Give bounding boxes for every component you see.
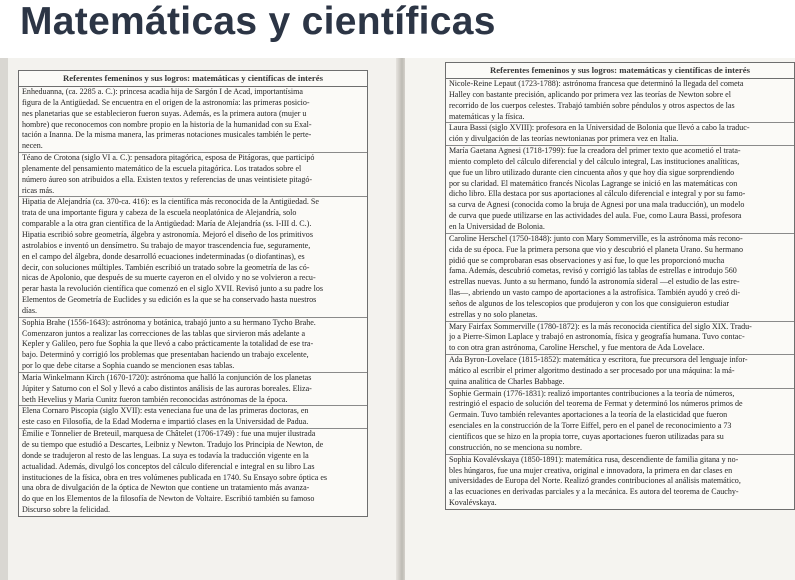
text-line: Émilie e Tonnelier de Breteuil, marquesa de Châtelet (1706-1749) : fue una mujer ilustrada <box>22 429 316 439</box>
text-line: por su claridad. El matemático francés Nicolas Lagrange se inició en las matemáticas con <box>449 178 738 188</box>
text-line: Kovalévskaya. <box>449 498 497 508</box>
table-row <box>19 406 367 429</box>
table-row <box>19 197 367 317</box>
table-row <box>19 429 367 516</box>
table-row <box>446 455 794 509</box>
text-line: por lo que debe citarse a Sophia cuando se mencionen esas tablas. <box>22 361 235 371</box>
text-line: Nicole-Reine Lepaut (1723-1788): astrónoma francesa que determinó la llegada del cometa <box>449 79 744 88</box>
text-line: figura de la Antigüedad. Se encuentra en el origen de la astronomía: las primeras posicio- <box>22 97 310 107</box>
text-line: Elena Cornaro Piscopia (siglo XVII): esta veneciana fue una de las primeras doctoras, en <box>22 406 309 416</box>
text-line: bajo. Determinó y corrigió los problemas que presentaban haciendo un trabajo excelente, <box>22 350 309 360</box>
text-line: Halley con bastante precisión, aplicando por primera vez las teorías de Newton sobre el <box>449 89 731 99</box>
text-line: Ada Byron-Lovelace (1815-1852): matemática y escritora, fue precursora del lenguaje infor- <box>449 355 748 365</box>
text-line: trata de una importante figura y cabeza de la escuela neoplatónica de Alejandría, solo <box>22 208 297 218</box>
text-line: dicho libro. Ella destaca por sus aportaciones al cálculo diferencial e integral y por su famo- <box>449 189 746 199</box>
left-table-body <box>19 87 367 516</box>
text-line: estrellas y no solo planetas. <box>449 309 538 319</box>
text-line: nicas de Apolonio, que después de su muerte cayeron en el olvido y no se volvieron a recu- <box>22 273 316 283</box>
text-line: en la Universidad de Bolonia. <box>449 221 545 231</box>
text-line: fama. Además, descubrió cometas, revisó y corrigió las tablas de estrellas e introdujo 560 <box>449 266 737 276</box>
table-row <box>446 389 794 455</box>
table-row <box>446 322 794 356</box>
table-row <box>446 123 794 146</box>
text-line: Sophia Brahe (1556-1643): astrónoma y botánica, trabajó junto a su hermano Tycho Brahe. <box>22 317 316 327</box>
text-line: María Gaetana Agnesi (1718-1799): fue la creadora del primer texto que acometió el trata- <box>449 146 741 156</box>
text-line: de su tiempo que estudió a Descartes, Leibniz y Newton. Tradujo los Principia de Newton, de <box>22 440 324 449</box>
text-line: astrolabios e inventó un densímetro. Su trabajo de mayor trascendencia fue, seguramente, <box>22 240 311 250</box>
text-line: do que en los Elementos de la filosofía de Newton de Voltaire. Escribió también su famoso <box>22 494 315 504</box>
table-row <box>446 234 794 322</box>
right-table <box>445 62 795 510</box>
text-line: beth Hevelius y Maria Cunitz fueron también reconocidas astrónomas de la época. <box>22 394 288 404</box>
text-line: Maria Winkelmann Kirch (1670-1720): astrónoma que halló la conjunción de los planetas <box>22 372 312 382</box>
text-line: Sophia Kovalévskaya (1850-1891): matemática rusa, descendiente de familia gitana y no- <box>449 454 739 464</box>
text-line: número áureo son atribuidos a ella. Existen textos y referencias de unas veintisiete pitagó- <box>22 174 313 184</box>
text-line: necen. <box>22 141 43 151</box>
text-line: tación a Inanna. De la misma manera, las primeras notaciones musicales también le perte- <box>22 130 312 140</box>
book-spread <box>0 58 795 580</box>
text-line: restringió el espacio de solución del teorema de Fermat y determinó los números primos de <box>449 399 743 409</box>
right-table-header: Referentes femeninos y sus logros: matemáticas y científicas de interés <box>446 63 794 79</box>
text-line: miento completo del cálculo diferencial y del cálculo integral, Las instituciones analíticas, <box>449 156 740 166</box>
text-line: días. <box>22 305 37 315</box>
table-row <box>446 79 794 123</box>
text-line: Sophie Germain (1776-1831): realizó importantes contribuciones a la teoría de números, <box>449 388 735 398</box>
text-line: universidades de Europa del Norte. Realizó grandes contribuciones al análisis matemático, <box>449 476 741 486</box>
text-line: decir, con soluciones múltiples. También escribió un tratado sobre la geometría de las có- <box>22 262 310 272</box>
table-row <box>19 153 367 197</box>
right-table-body <box>446 79 794 509</box>
table-row <box>19 87 367 153</box>
text-line: Hipatia escribió sobre geometría, álgebra y astronomía. Mejoró el diseño de los primitivos <box>22 229 313 239</box>
text-line: plenamente del pensamiento matemático de la escuela pitagórica. Los tratados sobre el <box>22 163 302 173</box>
text-line: científicos que se hizo en la propia torre, cuyas aportaciones fueron utilizadas para su <box>449 432 724 441</box>
left-table <box>18 70 368 517</box>
text-line: Mary Fairfax Sommerville (1780-1872): es la más reconocida científica del siglo XIX. Tradu- <box>449 321 752 331</box>
text-line: hombre) que reconocemos con nombre propio en la historia de la humanidad con su Exal- <box>22 119 312 129</box>
text-line: donde se tradujeron al resto de las lenguas. La suya es todavía la traducción vigente en la <box>22 450 309 460</box>
text-line: ción y divulgación de las teorías newtonianas por primera vez en Italia. <box>449 134 679 144</box>
left-table-header: Referentes femeninos y sus logros: matemáticas y científicas de interés <box>19 71 367 87</box>
text-line: esenciales en la construcción de la Torre Eiffel, pero en el panel de reconocimiento a 73 <box>449 421 732 431</box>
text-line: llas—, abriendo un vasto campo de aportaciones a la astrofísica. También ayudó y creó di- <box>449 288 741 298</box>
page-title: Matemáticas y científicas <box>20 0 496 43</box>
text-line: mático al escribir el primer algoritmo destinado a ser procesado por una máquina: la má- <box>449 365 735 375</box>
text-line: ricas más. <box>22 185 55 195</box>
text-line: este caso en Filosofía, de la Edad Moderna e impartió clases en la Universidad de Padua. <box>22 417 309 427</box>
text-line: construcción, no se menciona su nombre. <box>449 442 582 452</box>
text-line: Germain. Tuvo también relevantes aportaciones a la teoría de la elasticidad que fueron <box>449 410 728 420</box>
table-row <box>19 318 367 373</box>
text-line: Téano de Crotona (siglo VI a. C.): pensadora pitagórica, esposa de Pitágoras, que participó <box>22 153 315 163</box>
text-line: Hipatia de Alejandría (ca. 370-ca. 416): es la científica más reconocida de la Antigüedad. Se <box>22 197 319 207</box>
text-line: instituciones de la física, obra en tres volúmenes publicada en 1740. Su Ensayo sobre óptica es <box>22 472 328 482</box>
text-line: pidió que se comprobaran esas observaciones y así fue, lo que les proporcionó mucha <box>449 255 725 265</box>
text-line: una obra de divulgación de la óptica de Newton que contiene un tratamiento más avanza- <box>22 483 310 493</box>
text-line: actualidad. Además, divulgó los conceptos del cálculo diferencial e integral en su libro Las <box>22 461 315 471</box>
left-page <box>8 58 398 580</box>
text-line: que fue un libro utilizado durante cien cincuenta años y que hoy día sigue sorprendiendo <box>449 167 735 177</box>
text-line: Discurso sobre la felicidad. <box>22 505 111 515</box>
text-line: matemáticas y la física. <box>449 111 525 121</box>
text-line: Júpiter y Saturno con el Sol y llevó a cabo distintos análisis de las auroras boreales. Eliza- <box>22 383 312 393</box>
text-line: Caroline Herschel (1750-1848): junto con Mary Sommerville, es la astrónoma más recono- <box>449 233 743 243</box>
right-page <box>405 58 795 580</box>
text-line: cida de su época. Fue la primera persona que vio y descubrió el planeta Urano. Su hermano <box>449 244 744 254</box>
text-line: Elementos de Geometría de Euclides y su edición es la que se ha conservado hasta nuestros <box>22 295 317 305</box>
text-line: to con otra gran astrónoma, Caroline Herschel, y fue mentora de Ada Lovelace. <box>449 343 705 353</box>
text-line: Laura Bassi (siglo XVIII): profesora en la Universidad de Bolonia que llevó a cabo la traduc- <box>449 123 750 133</box>
text-line: de curva que puede utilizarse en las actividades del aula. Fue, como Laura Bassi, profesora <box>449 211 742 221</box>
text-line: seños de algunos de los telescopios que produjeron y con los que consiguieron estudiar <box>449 298 730 308</box>
text-line: Comenzaron juntos a realizar las correcciones de las tablas que sirvieron más adelante a <box>22 328 306 338</box>
text-line: jo a Pierre-Simon Laplace y trabajó en astronomía, física y geografía humana. Tuvo contac- <box>449 332 745 342</box>
text-line: en el campo del álgebra, donde desarrolló ecuaciones indeterminadas (o diofantinas), es <box>22 251 305 261</box>
table-row <box>19 373 367 407</box>
text-line: Enheduanna, (ca. 2285 a. C.): princesa acadia hija de Sargón I de Acad, importantísima <box>22 87 303 96</box>
text-line: perar hasta la revolución científica que comenzó en el siglo XVII. Revisó junto a su padre los <box>22 284 323 294</box>
text-line: estrellas nuevas. Junto a su hermano, fundó la astronomía sideral —el estudio de las estre- <box>449 277 740 287</box>
text-line: nes planetarias que se establecieron fueron suyas. Además, es la primera autora (mujer u <box>22 108 307 118</box>
text-line: recorrido de los cuerpos celestes. Trabajó también sobre péndulos y otros aspectos de las <box>449 100 735 110</box>
text-line: a las ecuaciones en derivadas parciales y a la mecánica. Es autora del teorema de Cauchy- <box>449 487 739 497</box>
table-row <box>446 355 794 389</box>
text-line: Kepler y Galileo, pero fue Sophia la que llevó a cabo prácticamente la totalidad de ese tra- <box>22 339 314 349</box>
text-line: comparable a la otra gran científica de la Antigüedad: María de Alejandría (ss. I-III d. C.). <box>22 219 312 229</box>
text-line: quina analítica de Charles Babbage. <box>449 376 565 386</box>
text-line: bles húngaros, fue una mujer creativa, original e innovadora, la primera en dar clases en <box>449 465 733 475</box>
table-row <box>446 146 794 234</box>
text-line: sa curva de Agnesi (conocida como la bruja de Agnesi por una mala traducción), un modelo <box>449 200 745 210</box>
